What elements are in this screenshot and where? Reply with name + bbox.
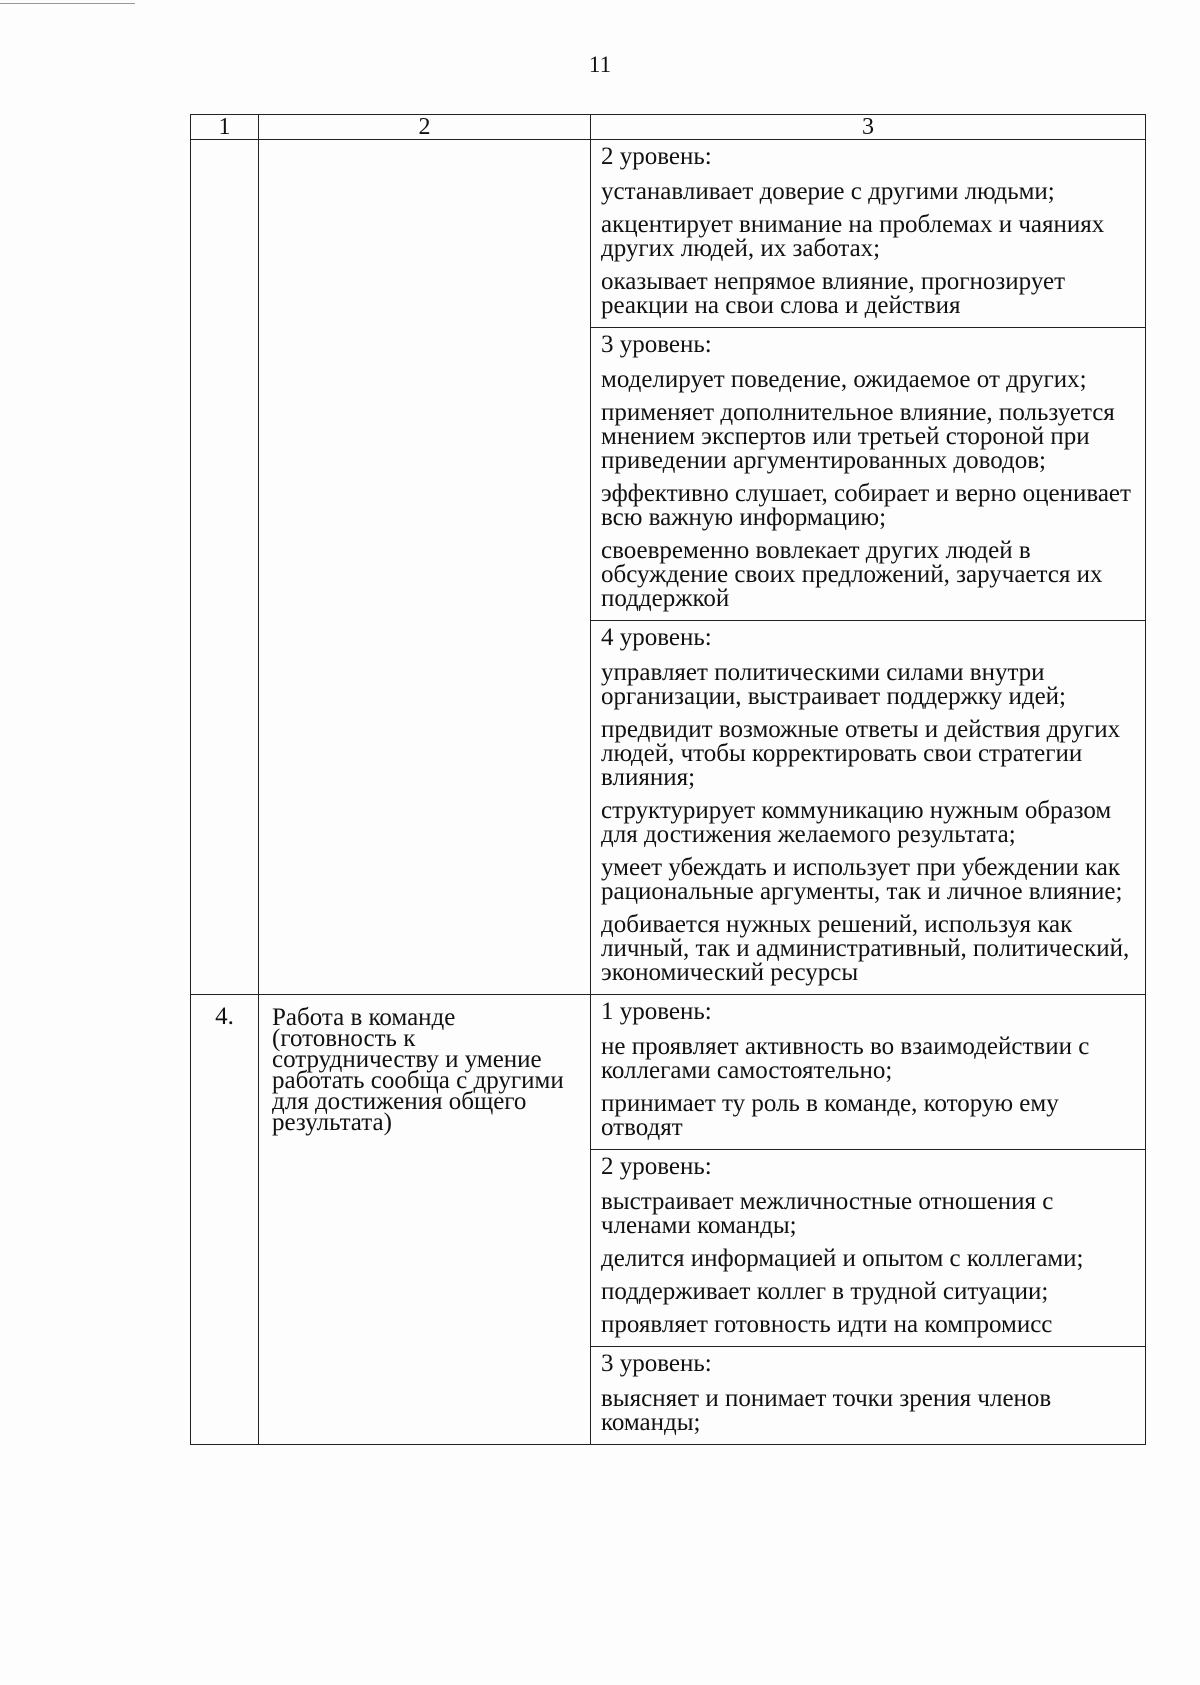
level-item: своевременно вовлекает других людей в обсуждение своих предложений, заручается их поддержкой <box>601 537 1103 612</box>
level-block <box>591 140 1145 318</box>
level-item: структурирует коммуникацию нужным образом для достижения желаемого результата; <box>601 797 1112 848</box>
row4-levels-cell <box>591 995 1146 1445</box>
header-col-1: 1 <box>191 115 259 140</box>
level-heading: 1 уровень: <box>601 998 712 1025</box>
level-item: выясняет и понимает точки зрения членов команды; <box>601 1385 1052 1436</box>
level-block <box>591 620 1145 985</box>
level-item: делится информацией и опытом с коллегами; <box>601 1245 1084 1272</box>
row3-number-cell <box>191 140 259 995</box>
table-row-4 <box>191 995 1146 1445</box>
row3-levels-cell <box>591 140 1146 995</box>
level-item: моделирует поведение, ожидаемое от других; <box>601 366 1087 393</box>
level-block <box>591 327 1145 611</box>
level-item: оказывает непрямое влияние, прогнозирует реакции на свои слова и действия <box>601 268 1066 319</box>
level-block <box>591 1346 1145 1435</box>
scan-edge-mark <box>0 3 135 4</box>
level-item: акцентирует внимание на проблемах и чаяниях других людей, их заботах; <box>601 211 1105 262</box>
page-number: 11 <box>588 52 612 77</box>
competency-table <box>190 114 1146 1445</box>
row4-competency-name: Работа в команде (готовность к сотрудничеству и умение работать сообща с другими для достижения общего результата) <box>259 995 591 1445</box>
table-row-3-continued <box>191 140 1146 995</box>
level-heading: 3 уровень: <box>601 1350 712 1377</box>
header-col-3: 3 <box>591 115 1146 140</box>
level-item: устанавливает доверие с другими людьми; <box>601 178 1055 205</box>
level-block <box>591 995 1145 1140</box>
level-heading: 4 уровень: <box>601 624 712 651</box>
level-item: эффективно слушает, собирает и верно оценивает всю важную информацию; <box>601 480 1131 531</box>
level-heading: 2 уровень: <box>601 1153 712 1180</box>
level-item: поддерживает коллег в трудной ситуации; <box>601 1278 1049 1305</box>
level-item: выстраивает межличностные отношения с членами команды; <box>601 1188 1054 1239</box>
level-item: умеет убеждать и использует при убеждении как рациональные аргументы, так и личное влияние; <box>601 854 1123 905</box>
level-block <box>591 1149 1145 1337</box>
table-header-row <box>191 115 1146 140</box>
level-heading: 3 уровень: <box>601 331 712 358</box>
level-item: добивается нужных решений, используя как личный, так и административный, политический, экономический ресурсы <box>601 911 1130 986</box>
row3-name-cell <box>259 140 591 995</box>
level-item: принимает ту роль в команде, которую ему отводят <box>601 1090 1059 1141</box>
level-heading: 2 уровень: <box>601 143 712 170</box>
level-item: применяет дополнительное влияние, пользуется мнением экспертов или третьей стороной при приведении аргументированных доводов; <box>601 399 1115 474</box>
row4-number-cell: 4. <box>191 995 259 1445</box>
level-item: управляет политическими силами внутри организации, выстраивает поддержку идей; <box>601 659 1066 710</box>
level-item: предвидит возможные ответы и действия других людей, чтобы корректировать свои стратегии влияния; <box>601 716 1121 791</box>
header-col-2: 2 <box>259 115 591 140</box>
level-item: не проявляет активность во взаимодействии с коллегами самостоятельно; <box>601 1033 1090 1084</box>
level-item: проявляет готовность идти на компромисс <box>601 1311 1053 1338</box>
